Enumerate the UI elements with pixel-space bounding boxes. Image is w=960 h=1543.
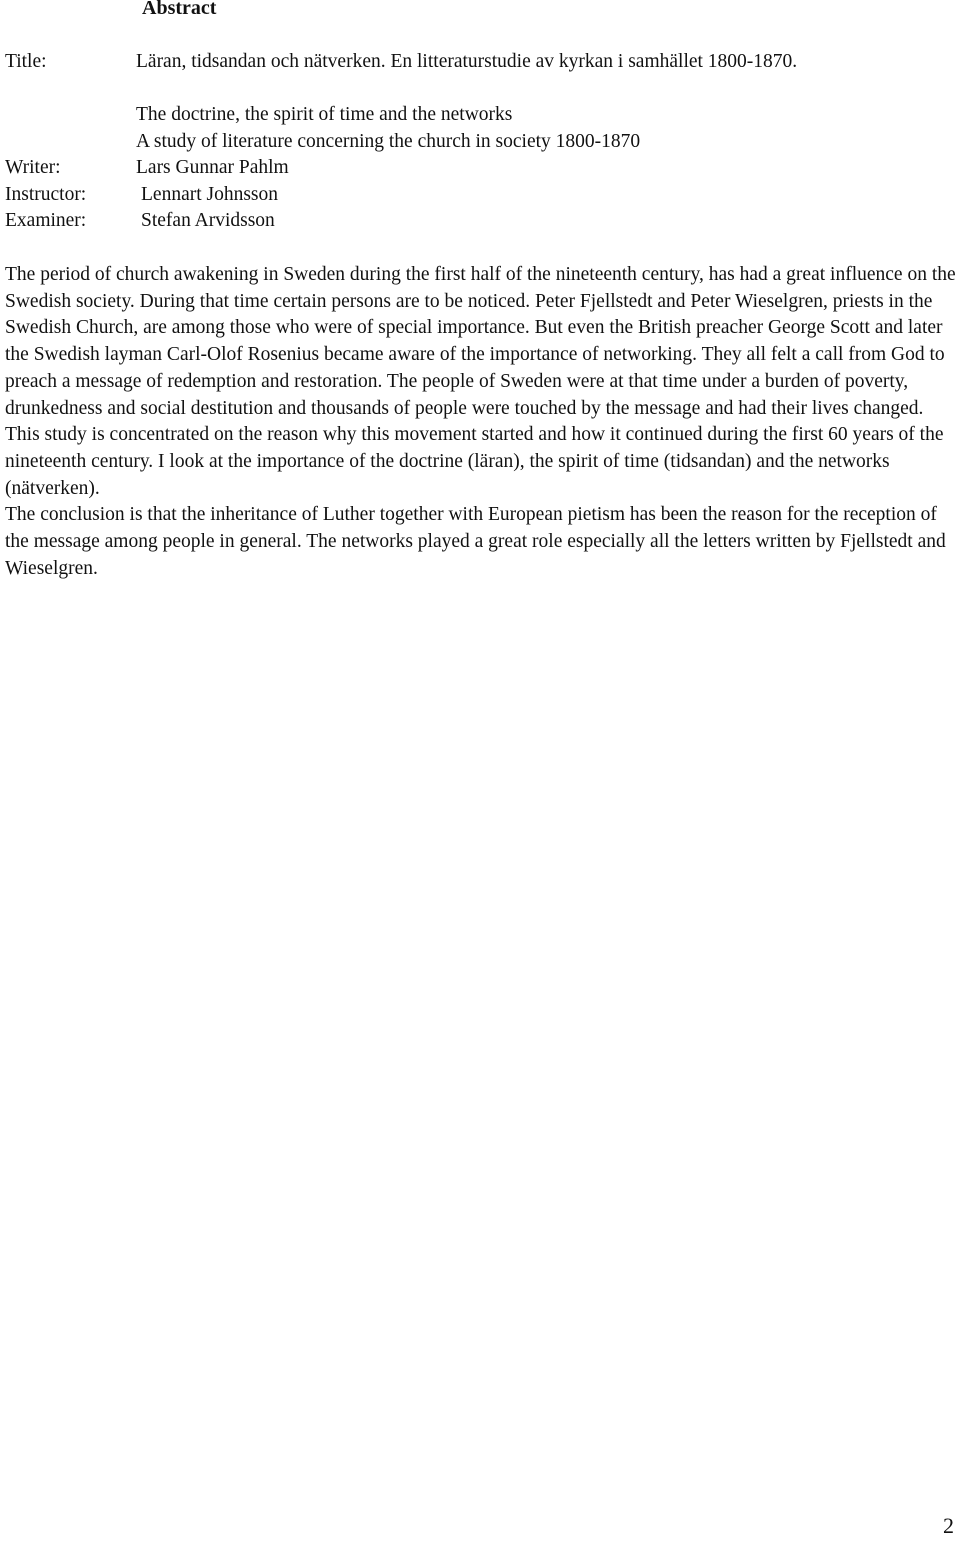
title-english-line2: A study of literature concerning the church in society 1800-1870 <box>136 131 641 152</box>
abstract-body <box>5 262 958 582</box>
instructor-label: Instructor: <box>5 184 87 205</box>
title-label: Title: <box>5 51 47 72</box>
writer-name: Lars Gunnar Pahlm <box>136 157 289 178</box>
abstract-paragraph-2: This study is concentrated on the reason why this movement started and how it continued during the first 60 years of the nineteenth century. I look at the importance of the doctrine (läran), the spirit of time (tidsandan) and the networks (nätverken). <box>5 424 944 499</box>
examiner-label: Examiner: <box>5 210 87 231</box>
instructor-name: Lennart Johnsson <box>141 184 279 205</box>
abstract-paragraph-1: The period of church awakening in Sweden during the first half of the nineteenth century, has had a great influence on the Swedish society. During that time certain persons are to be noticed. Peter Fjellstedt and Peter Wieselgren, priests in the Swedish Church, are among those who were of special importance. But even the British preacher George Scott and later the Swedish layman Carl-Olof Rosenius became aware of the importance of networking. They all felt a call from God to preach a message of redemption and restoration. The people of Sweden were at that time under a burden of poverty, drunkedness and social destitution and thousands of people were touched by the message and had their lives changed. <box>5 264 956 419</box>
title-swedish: Läran, tidsandan och nätverken. En litteraturstudie av kyrkan i samhället 1800-1870. <box>136 51 798 72</box>
abstract-paragraph-3: The conclusion is that the inheritance of Luther together with European pietism has been the reason for the reception of the message among people in general. The networks played a great role especially all the letters written by Fjellstedt and Wieselgren. <box>5 504 946 579</box>
writer-label: Writer: <box>5 157 61 178</box>
abstract-heading: Abstract <box>142 0 217 19</box>
page-number: 2 <box>943 1513 954 1538</box>
title-english-line1: The doctrine, the spirit of time and the networks <box>136 104 513 125</box>
examiner-name: Stefan Arvidsson <box>141 210 275 231</box>
